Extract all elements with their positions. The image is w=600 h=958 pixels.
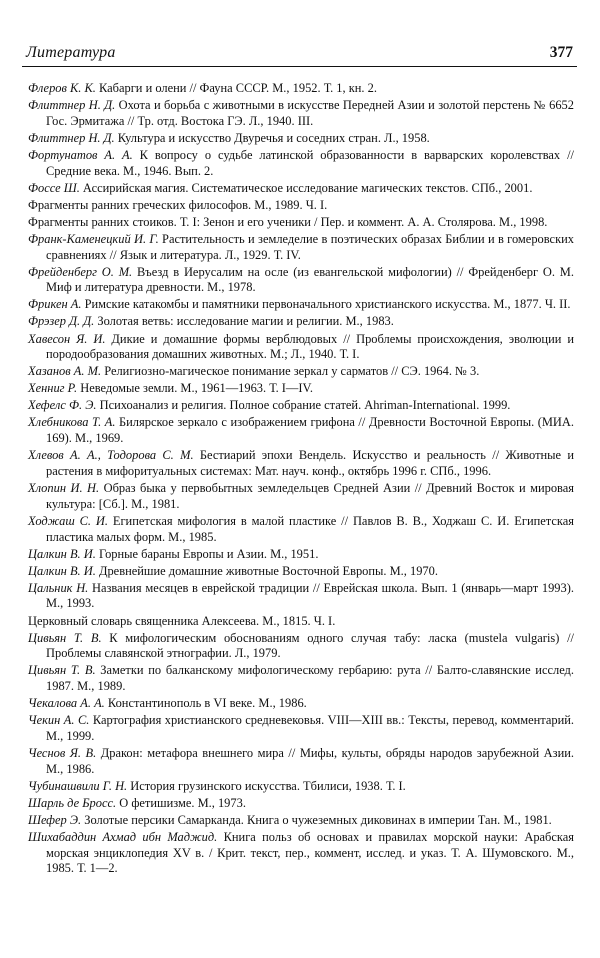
bibliography-entry <box>28 696 574 712</box>
entry-author: Чеснов Я. В. <box>28 746 97 761</box>
entry-author: Хазанов А. М. <box>28 364 102 379</box>
bibliography-entry <box>28 215 574 231</box>
entry-text: К мифологическим обоснованиям одного случая табу: ласка (mustela vulgaris) // Проблемы славянской этнографии. Л., 1979. <box>46 630 574 661</box>
entry-text: Кабарги и олени // Фауна СССР. М., 1952. Т. 1, кн. 2. <box>95 81 377 95</box>
entry-author: Фрэзер Д. Д. <box>28 314 95 329</box>
running-header <box>22 44 577 67</box>
entry-text: Психоанализ и религия. Полное собрание статей. Ahriman-International. 1999. <box>96 398 511 413</box>
entry-text: Горные бараны Европы и Азии. М., 1951. <box>95 546 319 561</box>
entry-author: Хлебникова Т. А. <box>28 415 116 430</box>
entry-text: Образ быка у первобытных земледельцев Средней Азии // Древний Восток и мировая культура: [Сб.]. М., 1981. <box>46 481 575 511</box>
bibliography-entry <box>28 481 574 513</box>
entry-author: Шефер Э. <box>28 812 82 827</box>
entry-text: К вопросу о судьбе латинской образованности в варварских королевствах // Средние века. М., 1946. Вып. 2. <box>46 147 574 178</box>
entry-author: Чубинашвили Г. Н. <box>28 778 128 793</box>
entry-text: Церковный словарь священника Алексеева. М., 1815. Ч. I. <box>28 613 336 628</box>
bibliography-entry <box>28 265 574 297</box>
entry-author: Ходжаш С. И. <box>28 513 108 528</box>
entry-text: Заметки по балканскому мифологическому гербарию: рута // Балто-славянские исслед. 1987. М., 1989. <box>46 663 574 694</box>
bibliography-entry <box>28 314 574 330</box>
entry-text: Золотые персики Самарканда. Книга о чужеземных диковинах в империи Тан. М., 1981. <box>81 812 552 827</box>
entry-text: Культура и искусство Двуречья и соседних стран. Л., 1958. <box>114 130 430 145</box>
entry-author: Франк-Каменецкий И. Г. <box>28 231 159 246</box>
bibliography-entry <box>28 381 574 397</box>
entry-text: Религиозно-магическое понимание зеркал у сарматов // СЭ. 1964. № 3. <box>101 364 480 379</box>
entry-text: Бестиарий эпохи Вендель. Искусство и реальность // Животные и растения в мифоритуальных системах: Мат. науч. конф., октябрь 1996 г. СПб., 1996. <box>46 448 575 478</box>
bibliography-entry <box>28 131 574 147</box>
entry-text: Древнейшие домашние животные Восточной Европы. М., 1970. <box>95 563 438 578</box>
bibliography-entry <box>28 547 574 563</box>
entry-text: История грузинского искусства. Тбилиси, 1938. Т. I. <box>127 778 406 793</box>
entry-author: Флиттнер Н. Д. <box>28 98 116 113</box>
bibliography-entry <box>28 448 574 480</box>
entry-text: Книга польз об основах и правилах морской науки: Арабская морская энциклопедия XV в. / Крит. текст, пер., коммент, исслед. и указ. Т. А. Шумовского. М., 1985. Т. 1—2. <box>46 829 574 876</box>
entry-author: Чекин А. С. <box>28 713 90 728</box>
entry-text: Неведомые земли. М., 1961—1963. Т. I—IV. <box>77 381 313 396</box>
entry-text: Въезд в Иерусалим на осле (из евангельской мифологии) // Фрейденберг О. М. Миф и литература древности. М., 1978. <box>46 264 574 295</box>
entry-text: Растительность и земледелие в поэтических образах Библии и в гомеровских сравнениях // Язык и литература. Л., 1929. Т. IV. <box>46 231 574 262</box>
entry-author: Хефелс Ф. Э. <box>28 398 97 413</box>
bibliography-entry <box>28 581 574 613</box>
bibliography-list <box>28 81 574 879</box>
entry-author: Цивьян Т. В. <box>28 630 102 645</box>
bibliography-entry <box>28 713 574 745</box>
bibliography-entry <box>28 631 574 663</box>
bibliography-entry <box>28 415 574 447</box>
entry-author: Чекалова А. А. <box>28 696 105 711</box>
entry-author: Фоссе Ш. <box>28 180 80 195</box>
entry-author: Шихабаддин Ахмад ибн Маджид. <box>28 829 218 844</box>
entry-author: Цалкин В. И. <box>28 546 96 561</box>
entry-author: Цалкин В. И. <box>28 563 96 578</box>
bibliography-entry <box>28 297 574 313</box>
bibliography-entry <box>28 796 574 812</box>
bibliography-entry <box>28 614 574 630</box>
section-title: Литература <box>26 44 116 61</box>
bibliography-entry <box>28 332 574 364</box>
entry-author: Цивьян Т. В. <box>28 663 96 678</box>
entry-text: Дикие и домашние формы верблюдовых // Проблемы происхождения, эволюции и породообразования домашних животных. М.; Л., 1940. Т. I. <box>46 331 574 362</box>
entry-author: Фортунатов А. А. <box>28 147 133 162</box>
entry-author: Хавесон Я. И. <box>28 331 106 346</box>
entry-author: Флиттнер Н. Д. <box>28 130 115 145</box>
entry-author: Шарль де Бросс. <box>28 795 117 810</box>
bibliography-entry <box>28 398 574 414</box>
bibliography-entry <box>28 148 574 180</box>
entry-text: Картография христианского средневековья. VIII—XIII вв.: Тексты, перевод, комментарий. М., 1999. <box>46 713 574 743</box>
entry-text: Римские катакомбы и памятники первоначального христианского искусства. М., 1877. Ч. II. <box>81 297 571 312</box>
bibliography-entry <box>28 564 574 580</box>
entry-author: Фрейденберг О. М. <box>28 264 133 279</box>
bibliography-entry <box>28 813 574 829</box>
bibliography-entry <box>28 98 574 130</box>
entry-text: Билярское зеркало с изображением грифона // Древности Восточной Европы. (МИА. 169). М., 1969. <box>46 415 575 446</box>
entry-text: Названия месяцев в еврейской традиции // Еврейская школа. Вып. 1 (январь—март 1993). М., 1993. <box>46 580 574 611</box>
bibliography-entry <box>28 746 574 778</box>
entry-text: Охота и борьба с животными в искусстве Передней Азии и золотой перстень № 6652 Гос. Эрмитажа // Тр. отд. Востока ГЭ. Л., 1940. III. <box>46 98 574 128</box>
bibliography-entry <box>28 514 574 546</box>
entry-text: Ассирийская магия. Систематическое исследование магических текстов. СПб., 2001. <box>79 180 533 195</box>
bibliography-entry <box>28 181 574 197</box>
entry-text: Фрагменты ранних греческих философов. М., 1989. Ч. I. <box>28 197 328 212</box>
entry-text: Золотая ветвь: исследование магии и религии. М., 1983. <box>94 314 394 329</box>
entry-author: Хенниг Р. <box>28 381 78 396</box>
entry-author: Флеров К. К. <box>28 81 96 95</box>
entry-text: Фрагменты ранних стоиков. Т. I: Зенон и его ученики / Пер. и коммент. А. А. Столярова. М., 1998. <box>28 214 548 229</box>
entry-author: Фрикен А. <box>28 297 82 312</box>
bibliography-entry <box>28 830 574 877</box>
entry-author: Хлопин И. Н. <box>28 481 100 496</box>
page-number: 377 <box>549 44 573 61</box>
entry-text: Константинополь в VI веке. М., 1986. <box>104 696 307 711</box>
entry-text: Египетская мифология в малой пластике // Павлов В. В., Ходжаш С. И. Египетская пластика малых форм. М., 1985. <box>46 513 574 544</box>
bibliography-entry <box>28 232 574 264</box>
entry-text: Дракон: метафора внешнего мира // Мифы, культы, обряды народов зарубежной Азии. М., 1986. <box>46 746 574 776</box>
bibliography-entry <box>28 81 574 97</box>
entry-author: Цальник Н. <box>28 580 89 595</box>
bibliography-entry <box>28 779 574 795</box>
entry-text: О фетишизме. М., 1973. <box>116 795 246 810</box>
bibliography-entry <box>28 364 574 380</box>
bibliography-entry <box>28 663 574 695</box>
entry-author: Хлевов А. А., Тодорова С. М. <box>28 448 194 463</box>
bibliography-entry <box>28 198 574 214</box>
